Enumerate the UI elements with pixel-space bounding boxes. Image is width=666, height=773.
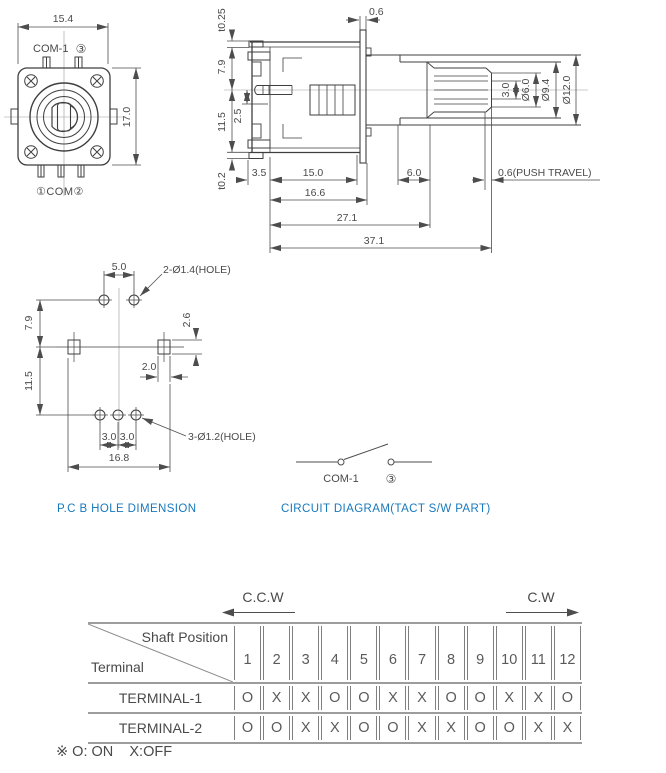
dim-271: 27.1: [336, 212, 358, 224]
t2-value: X: [408, 716, 435, 740]
position-header: 2: [263, 626, 290, 680]
t2-value: O: [263, 716, 290, 740]
t1-value: O: [467, 686, 494, 710]
position-header: 6: [379, 626, 406, 680]
circuit-caption: CIRCUIT DIAGRAM(TACT S/W PART): [281, 503, 491, 515]
terminal-2-label: TERMINAL-2: [118, 720, 203, 736]
t2-value: X: [292, 716, 319, 740]
dim-t02: t0.2: [216, 172, 228, 190]
position-header: 8: [438, 626, 465, 680]
dim-dia94: Ø9.4: [540, 78, 552, 102]
dim-t025: t0.25: [216, 8, 228, 32]
position-header: 10: [496, 626, 523, 680]
ccw-arrow: [221, 606, 297, 619]
pcb-dim-26: 2.6: [181, 312, 193, 328]
table-row-terminal-1: [88, 684, 582, 714]
pcb-dim-30a: 3.0: [101, 431, 117, 443]
pcb-caption: P.C B HOLE DIMENSION: [57, 503, 197, 515]
circuit-com-label: COM-1: [323, 473, 359, 485]
t1-value: O: [234, 686, 261, 710]
t1-value: X: [263, 686, 290, 710]
t1-value: X: [496, 686, 523, 710]
ccw-label: C.C.W: [242, 589, 284, 605]
t2-value: O: [467, 716, 494, 740]
front-bottom-label: ①COM②: [36, 186, 84, 198]
t2-value: X: [321, 716, 348, 740]
t2-value: X: [525, 716, 552, 740]
pcb-dim-50: 5.0: [111, 261, 127, 273]
t1-value: X: [379, 686, 406, 710]
corner-bottom-label: Terminal: [91, 659, 144, 675]
side-view: [216, 6, 600, 253]
dim-dia12: Ø12.0: [561, 75, 573, 105]
pcb-hole-bottom-label: 3-Ø1.2(HOLE): [188, 431, 256, 443]
t1-value: X: [408, 686, 435, 710]
dim-115: 11.5: [216, 112, 228, 132]
position-header: 12: [554, 626, 581, 680]
pcb-dim-20: 2.0: [141, 361, 157, 373]
position-header: 5: [350, 626, 377, 680]
position-header: 3: [292, 626, 319, 680]
t2-value: X: [554, 716, 581, 740]
dim-166: 16.6: [304, 187, 326, 199]
t1-value: O: [350, 686, 377, 710]
cw-label: C.W: [527, 589, 555, 605]
dim-push-travel: 0.6(PUSH TRAVEL): [498, 167, 592, 179]
pcb-hole-top-label: 2-Ø1.4(HOLE): [163, 264, 231, 276]
shaft-position-table: [88, 622, 582, 744]
pcb-dim-168: 16.8: [108, 452, 130, 464]
t1-value: O: [554, 686, 581, 710]
circuit-diagram: [281, 444, 491, 515]
dim-25: 2.5: [232, 108, 244, 124]
dim-plate-06: 0.6: [369, 6, 384, 18]
position-header: 11: [525, 626, 552, 680]
position-header: 9: [467, 626, 494, 680]
pcb-dim-30b: 3.0: [119, 431, 135, 443]
dim-flat-30: 3.0: [500, 82, 512, 98]
dim-17-0: 17.0: [121, 106, 133, 128]
table-header-row: [88, 622, 582, 684]
t2-value: O: [234, 716, 261, 740]
dim-371: 37.1: [363, 235, 385, 247]
circuit-pin-label: ③: [385, 472, 397, 486]
dim-dia6: Ø6.0: [520, 78, 532, 102]
position-header: 4: [321, 626, 348, 680]
table-corner-cell: [88, 624, 233, 682]
dim-35: 3.5: [251, 167, 267, 179]
dim-60: 6.0: [406, 167, 422, 179]
t1-value: X: [292, 686, 319, 710]
t2-value: O: [379, 716, 406, 740]
t2-value: O: [350, 716, 377, 740]
pcb-dim-115: 11.5: [23, 371, 35, 391]
front-top-pin-label: ③: [75, 42, 87, 56]
table-row-terminal-2: [88, 714, 582, 744]
front-view: [4, 13, 141, 198]
t1-value: O: [438, 686, 465, 710]
t2-value: X: [438, 716, 465, 740]
t2-value: O: [496, 716, 523, 740]
cw-arrow: [504, 606, 580, 619]
dim-150: 15.0: [302, 167, 324, 179]
front-top-label: COM-1: [33, 43, 69, 55]
pcb-hole-view: [23, 261, 256, 515]
table-footnote: ※ O: ON X:OFF: [56, 744, 173, 760]
position-header: 7: [408, 626, 435, 680]
t1-value: O: [321, 686, 348, 710]
terminal-1-label: TERMINAL-1: [118, 690, 203, 706]
corner-top-label: Shaft Position: [141, 629, 228, 645]
pcb-dim-79: 7.9: [23, 315, 35, 331]
dim-15-4: 15.4: [52, 13, 74, 25]
position-header: 1: [234, 626, 261, 680]
t1-value: X: [525, 686, 552, 710]
dim-79: 7.9: [216, 59, 228, 75]
